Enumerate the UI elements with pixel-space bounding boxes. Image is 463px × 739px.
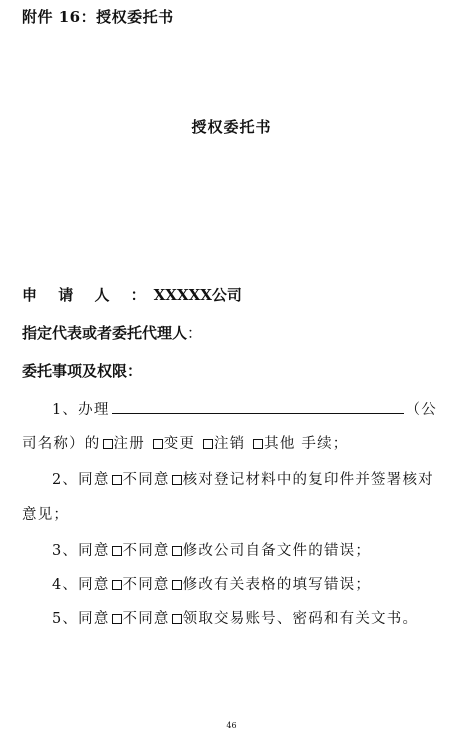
cancel-checkbox[interactable] <box>203 439 213 449</box>
item-1-suffix: 手续； <box>301 436 349 452</box>
item-5-prefix: 5、同意 <box>52 611 110 627</box>
item-3-prefix: 3、同意 <box>52 543 110 559</box>
agent-line <box>22 322 202 343</box>
company-name-blank[interactable] <box>112 399 404 414</box>
item-5 <box>52 607 418 628</box>
item-2-agree-checkbox[interactable] <box>112 475 122 485</box>
item-4-agree-checkbox[interactable] <box>112 580 122 590</box>
agent-colon: ： <box>187 324 203 342</box>
item-4-disagree-checkbox[interactable] <box>172 580 182 590</box>
item-4-mid: 不同意 <box>122 577 170 593</box>
item-1-paren: （公 <box>405 402 437 418</box>
agent-label: 指定代表或者委托代理人 <box>22 324 188 342</box>
item-2-mid: 不同意 <box>122 472 170 488</box>
item-2-line-2: 意见； <box>22 507 70 523</box>
item-2-disagree-checkbox[interactable] <box>172 475 182 485</box>
cancel-label: 注销 <box>213 436 246 452</box>
item-5-mid: 不同意 <box>122 611 170 627</box>
applicant-value: XXXXX公司 <box>153 286 242 304</box>
applicant-line <box>22 284 242 305</box>
item-4-text: 修改有关表格的填写错误； <box>182 577 372 593</box>
item-1-line-2 <box>22 432 348 453</box>
item-1-prefix: 1、办理 <box>52 402 110 418</box>
other-checkbox[interactable] <box>253 439 263 449</box>
change-checkbox[interactable] <box>153 439 163 449</box>
item-1-line-2-start: 司名称）的 <box>22 436 101 452</box>
attachment-label: 附件 16：授权委托书 <box>22 8 174 26</box>
item-3-disagree-checkbox[interactable] <box>172 546 182 556</box>
register-label: 注册 <box>113 436 145 452</box>
item-2-text: 核对登记材料中的复印件并签署核对 <box>182 472 434 488</box>
item-1-line-1 <box>52 398 437 419</box>
item-4 <box>52 573 371 594</box>
item-3-agree-checkbox[interactable] <box>112 546 122 556</box>
document-title: 授权委托书 <box>191 118 272 136</box>
item-5-text: 领取交易账号、密码和有关文书。 <box>182 611 419 627</box>
matters-label: 委托事项及权限： <box>22 362 143 380</box>
register-checkbox[interactable] <box>103 439 113 449</box>
item-5-disagree-checkbox[interactable] <box>172 614 182 624</box>
change-label: 变更 <box>163 436 196 452</box>
item-3 <box>52 539 371 560</box>
item-5-agree-checkbox[interactable] <box>112 614 122 624</box>
item-3-mid: 不同意 <box>122 543 170 559</box>
applicant-label: 申 请 人 ： <box>22 286 154 304</box>
item-2-line-1 <box>52 468 434 489</box>
item-2-prefix: 2、同意 <box>52 472 110 488</box>
page-number: 46 <box>226 721 237 730</box>
other-label: 其他 <box>264 436 296 452</box>
item-3-text: 修改公司自备文件的错误； <box>182 543 372 559</box>
item-4-prefix: 4、同意 <box>52 577 110 593</box>
